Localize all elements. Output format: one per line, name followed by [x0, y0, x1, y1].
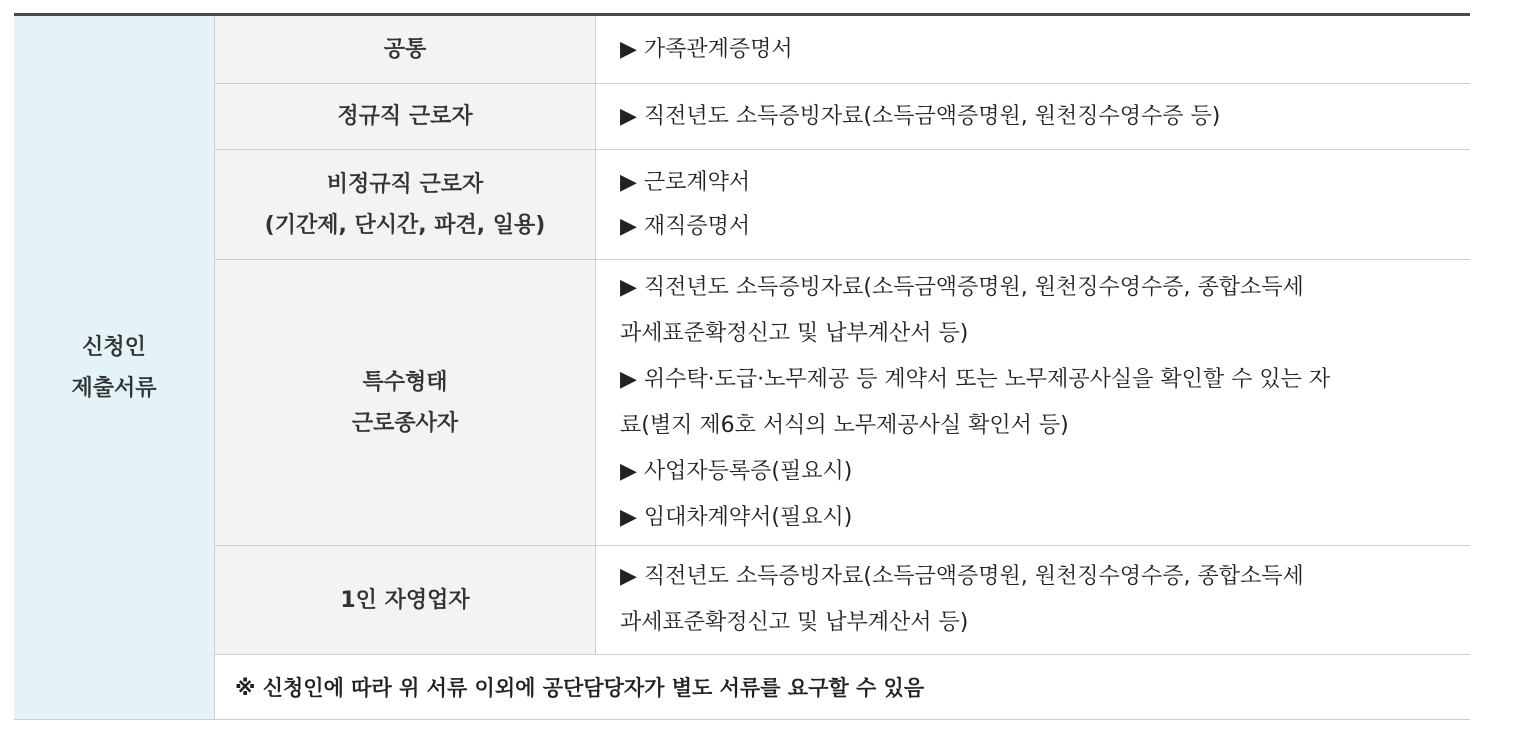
category-label: 공통	[383, 37, 427, 62]
category-label: 정규직 근로자	[337, 104, 473, 129]
required-documents-table	[14, 13, 1470, 720]
table-row-self-employed	[14, 546, 1470, 655]
document-item: ▶ 가족관계증명서	[620, 37, 793, 62]
document-item: ▶ 직전년도 소득증빙자료(소득금액증명원, 원천징수영수증 등)	[620, 104, 1221, 129]
document-item-continued: 과세표준확정신고 및 납부계산서 등)	[620, 610, 969, 635]
category-label: 근로종사자	[351, 410, 459, 436]
left-header-line-2: 제출서류	[71, 375, 157, 401]
category-cell	[215, 546, 596, 655]
table-row-common	[14, 15, 1470, 84]
document-item: ▶ 임대차계약서(필요시)	[620, 504, 853, 530]
table-row-special-employment	[14, 260, 1470, 546]
documents-cell	[596, 84, 1471, 150]
document-item-continued: 료(별지 제6호 서식의 노무제공사실 확인서 등)	[620, 412, 1069, 438]
documents-cell	[596, 546, 1471, 655]
left-header-line-1: 신청인	[82, 334, 146, 360]
note-text: ※ 신청인에 따라 위 서류 이외에 공단담당자가 별도 서류를 요구할 수 있음	[215, 655, 1471, 720]
document-table-wrapper	[14, 13, 1470, 720]
documents-cell	[596, 150, 1471, 260]
document-item: ▶ 위수탁·도급·노무제공 등 계약서 또는 노무제공사실을 확인할 수 있는 자	[620, 366, 1331, 392]
document-item-continued: 과세표준확정신고 및 납부계산서 등)	[620, 320, 969, 346]
applicant-documents-header	[14, 15, 215, 720]
category-cell	[215, 84, 596, 150]
document-item: ▶ 사업자등록증(필요시)	[620, 458, 853, 484]
document-item: ▶ 재직증명서	[620, 213, 751, 239]
category-label: 특수형태	[362, 369, 448, 395]
table-row-nonregular-worker	[14, 150, 1470, 260]
table-row-note	[14, 655, 1470, 720]
category-cell	[215, 260, 596, 546]
category-cell	[215, 15, 596, 84]
category-sublabel: (기간제, 단시간, 파견, 일용)	[264, 212, 546, 238]
category-label: 비정규직 근로자	[326, 171, 484, 197]
document-item: ▶ 직전년도 소득증빙자료(소득금액증명원, 원천징수영수증, 종합소득세	[620, 564, 1304, 589]
documents-cell	[596, 260, 1471, 546]
category-label: 1인 자영업자	[340, 587, 470, 613]
table-row-regular-worker	[14, 84, 1470, 150]
documents-cell	[596, 15, 1471, 84]
document-item: ▶ 직전년도 소득증빙자료(소득금액증명원, 원천징수영수증, 종합소득세	[620, 274, 1304, 300]
document-item: ▶ 근로계약서	[620, 169, 751, 195]
category-cell	[215, 150, 596, 260]
